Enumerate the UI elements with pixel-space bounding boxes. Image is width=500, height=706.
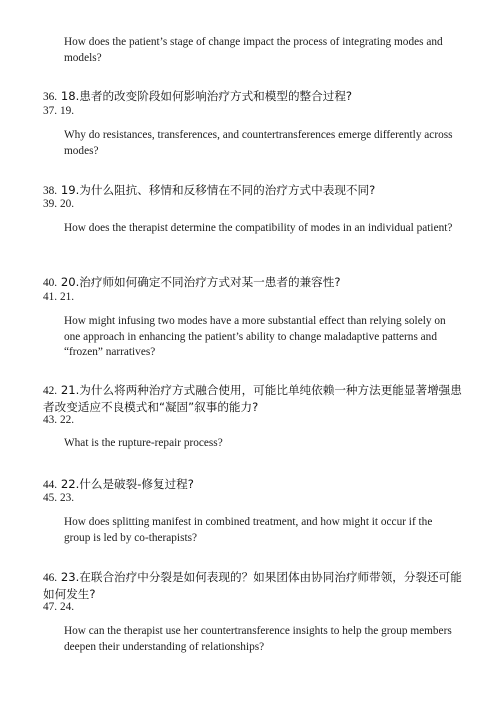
- question-text: 18.患者的改变阶段如何影响治疗方式和模型的整合过程?: [60, 89, 353, 103]
- line-number: 46.: [43, 572, 58, 584]
- question-index: 23.: [59, 492, 75, 504]
- question-english-24: How can the therapist use her countertransference insights to help the group members deepen their understanding of relationships?: [64, 625, 452, 653]
- line-index: [43, 413, 74, 427]
- line-number: 38.: [43, 185, 58, 197]
- question-index: 20.: [59, 198, 75, 210]
- question-english-22: What is the rupture-repair process?: [64, 437, 223, 449]
- line-number: 41.: [43, 291, 58, 303]
- question-index: 24.: [59, 601, 75, 613]
- line-number: 42.: [43, 385, 58, 397]
- question-chinese-23: [43, 569, 463, 602]
- question-text: 21.为什么将两种治疗方式融合使用，可能比单纯依赖一种方法更能显著增强患者改变适应不良模式和“凝固”叙事的能力?: [43, 383, 462, 414]
- line-index: [43, 600, 74, 614]
- question-chinese-19: [43, 182, 463, 199]
- question-index: 21.: [59, 291, 75, 303]
- question-chinese-18: [43, 88, 463, 105]
- question-text: 20.治疗师如何确定不同治疗方式对某一患者的兼容性?: [60, 275, 341, 289]
- line-number: 47.: [43, 601, 58, 613]
- question-chinese-21: [43, 382, 463, 415]
- question-text: 19.为什么阻抗、移情和反移情在不同的治疗方式中表现不同?: [60, 183, 376, 197]
- question-chinese-20: [43, 274, 463, 291]
- line-number: 43.: [43, 414, 58, 426]
- line-number: 45.: [43, 492, 58, 504]
- line-number: 39.: [43, 198, 58, 210]
- line-number: 44.: [43, 479, 58, 491]
- question-text: 23.在联合治疗中分裂是如何表现的？如果团体由协同治疗师带领，分裂还可能如何发生?: [43, 570, 462, 601]
- line-index: [43, 197, 74, 211]
- line-index: [43, 290, 74, 304]
- question-english-21: How might infusing two modes have a more substantial effect than relying solely on one approach in enhancing the patient’s ability to change maladaptive patterns and “frozen” narratives?: [64, 315, 446, 358]
- question-english-18: How does the patient’s stage of change impact the process of integrating modes and models?: [64, 36, 443, 64]
- question-english-19: Why do resistances, transferences, and countertransferences emerge differently across modes?: [64, 129, 453, 157]
- question-index: 19.: [59, 105, 75, 117]
- question-english-20: How does the therapist determine the compatibility of modes in an individual patient?: [64, 222, 453, 234]
- line-number: 40.: [43, 277, 58, 289]
- line-number: 36.: [43, 91, 58, 103]
- line-index: [43, 104, 74, 118]
- question-english-23: How does splitting manifest in combined treatment, and how might it occur if the group is led by co-therapists?: [64, 516, 433, 544]
- question-chinese-22: [43, 476, 463, 493]
- line-index: [43, 491, 74, 505]
- question-text: 22.什么是破裂-修复过程?: [60, 477, 194, 491]
- question-index: 22.: [59, 414, 75, 426]
- line-number: 37.: [43, 105, 58, 117]
